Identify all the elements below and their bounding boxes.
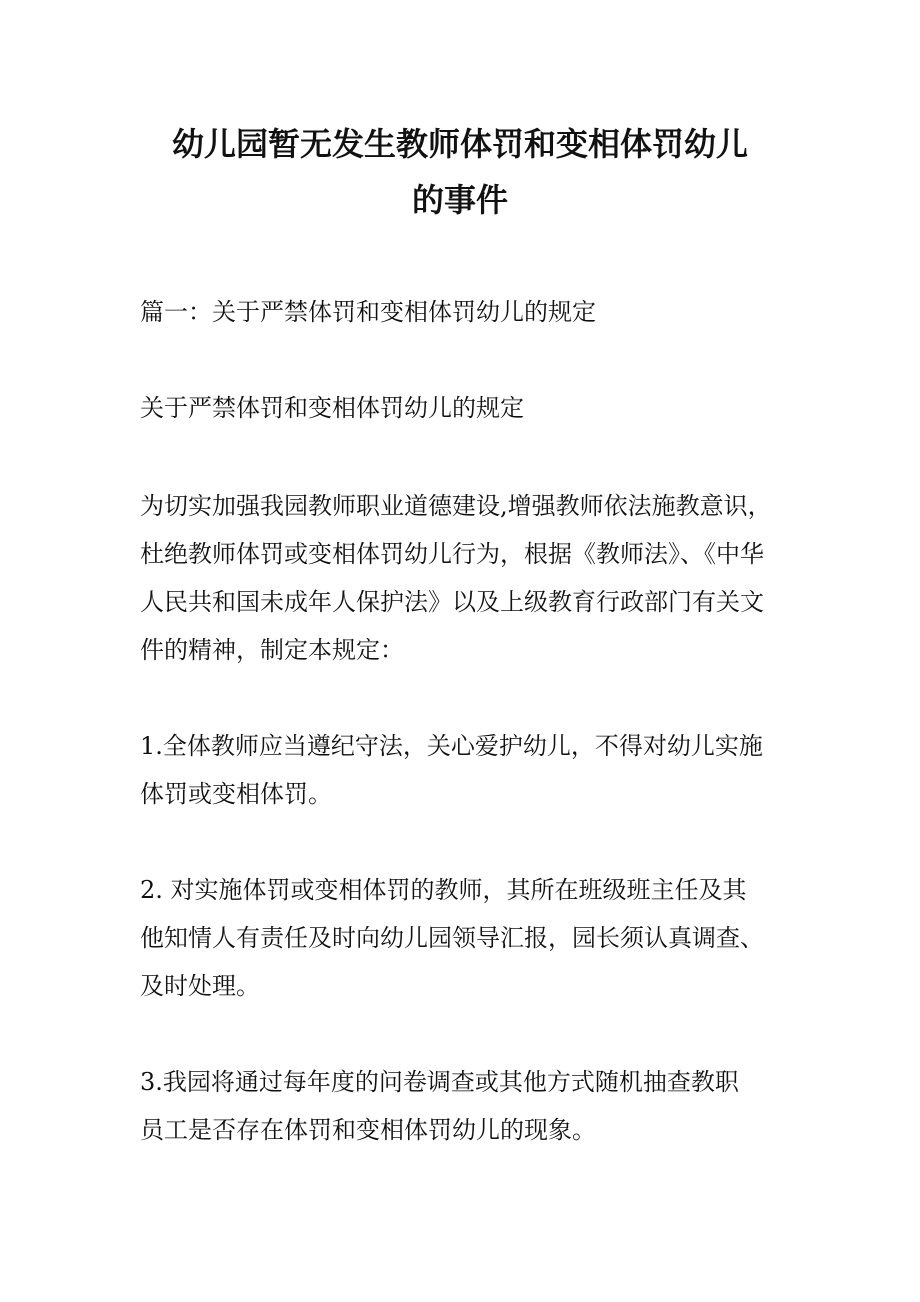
item-2-line: 他知情人有责任及时向幼儿园领导汇报，园长须认真调查、 (140, 924, 764, 952)
item-3-line: 3.我园将通过每年度的问卷调查或其他方式随机抽查教职 (140, 1068, 739, 1096)
item-3-line: 员工是否存在体罚和变相体罚幼儿的现象。 (140, 1116, 596, 1144)
document-title-line-2: 的事件 (411, 181, 508, 219)
subheading: 关于严禁体罚和变相体罚幼儿的规定 (140, 394, 524, 422)
intro-line: 杜绝教师体罚或变相体罚幼儿行为，根据《教师法》、《中华 (140, 540, 764, 568)
document-title-line-1: 幼儿园暂无发生教师体罚和变相体罚幼儿 (171, 125, 748, 163)
intro-line: 为切实加强我园教师职业道德建设,增强教师依法施教意识， (140, 492, 772, 520)
intro-line: 件的精神，制定本规定： (140, 636, 404, 664)
item-2-paragraph (140, 866, 800, 1010)
intro-paragraph (140, 482, 800, 674)
item-1-line: 1.全体教师应当遵纪守法，关心爱护幼儿，不得对幼儿实施 (140, 732, 763, 760)
item-2-line: 2. 对实施体罚或变相体罚的教师，其所在班级班主任及其 (140, 876, 747, 904)
item-1-paragraph (140, 722, 800, 818)
item-1-line: 体罚或变相体罚。 (140, 780, 332, 808)
item-2-line: 及时处理。 (140, 972, 260, 1000)
item-3-paragraph (140, 1058, 800, 1154)
section-heading: 篇一：关于严禁体罚和变相体罚幼儿的规定 (140, 298, 596, 326)
intro-line: 人民共和国未成年人保护法》以及上级教育行政部门有关文 (140, 588, 764, 616)
